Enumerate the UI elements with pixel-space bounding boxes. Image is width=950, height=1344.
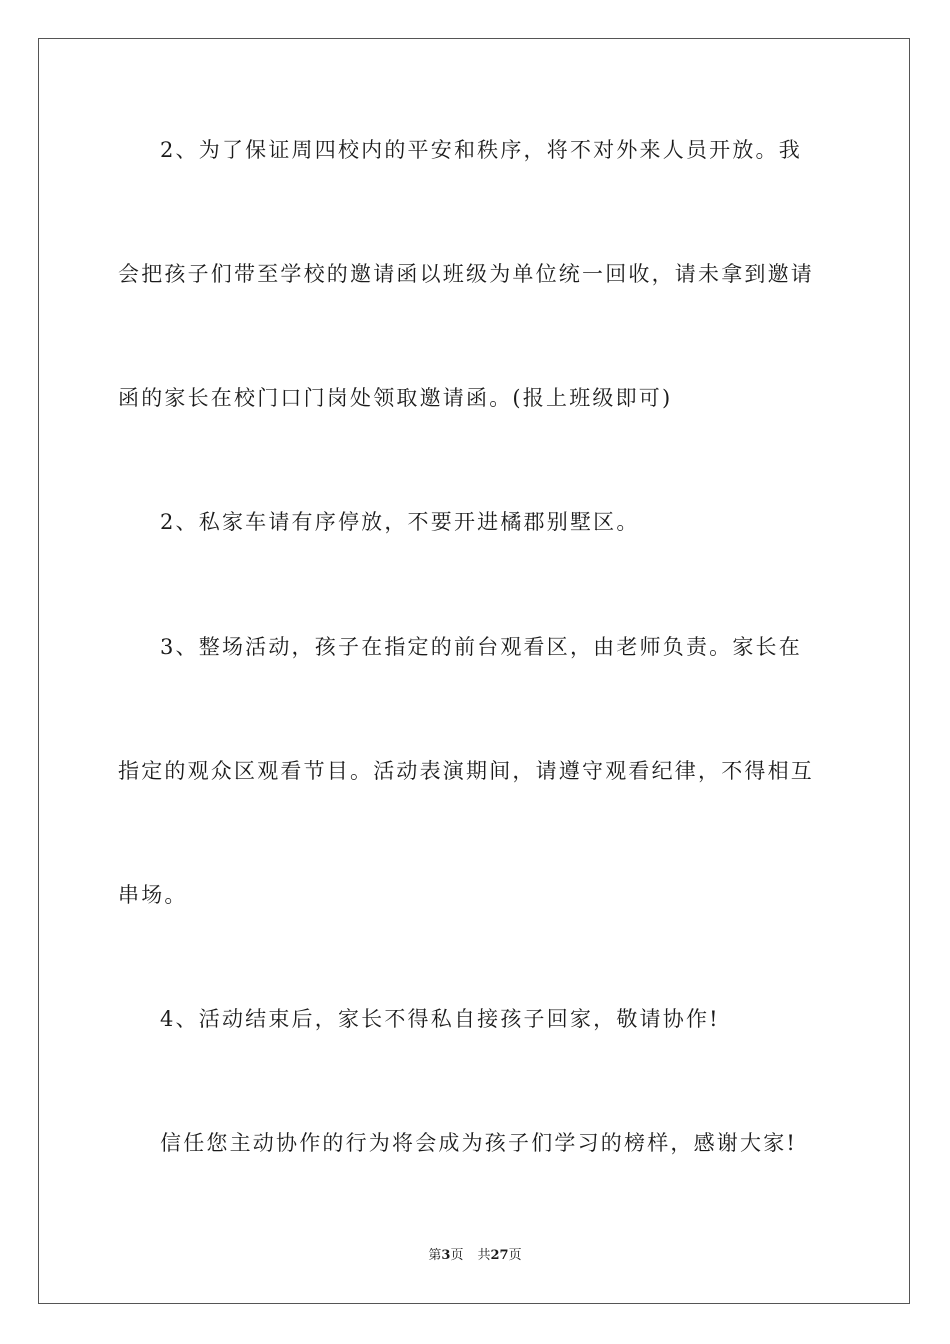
paragraph-line-5: 3、整场活动，孩子在指定的前台观看区，由老师负责。家长在 bbox=[160, 635, 802, 659]
paragraph-line-9: 信任您主动协作的行为将会成为孩子们学习的榜样，感谢大家! bbox=[160, 1131, 798, 1155]
page-prefix: 第 bbox=[428, 1248, 442, 1263]
paragraph-line-3: 函的家长在校门口门岗处领取邀请函。(报上班级即可) bbox=[118, 386, 673, 410]
page-footer bbox=[0, 1246, 950, 1266]
page-number: 3 bbox=[441, 1248, 451, 1263]
paragraph-line-1: 2、为了保证周四校内的平安和秩序，将不对外来人员开放。我 bbox=[160, 138, 802, 162]
page-frame bbox=[38, 38, 910, 1304]
total-prefix: 共 bbox=[477, 1248, 491, 1263]
paragraph-line-7: 串场。 bbox=[118, 883, 188, 907]
total-suffix: 页 bbox=[508, 1248, 522, 1263]
page-suffix: 页 bbox=[450, 1248, 464, 1263]
paragraph-line-8: 4、活动结束后，家长不得私自接孩子回家，敬请协作! bbox=[160, 1007, 720, 1031]
paragraph-line-4: 2、私家车请有序停放，不要开进橘郡别墅区。 bbox=[160, 510, 640, 534]
paragraph-line-6: 指定的观众区观看节目。活动表演期间，请遵守观看纪律，不得相互 bbox=[118, 759, 814, 783]
paragraph-line-2: 会把孩子们带至学校的邀请函以班级为单位统一回收，请未拿到邀请 bbox=[118, 262, 814, 286]
total-pages: 27 bbox=[490, 1248, 509, 1263]
